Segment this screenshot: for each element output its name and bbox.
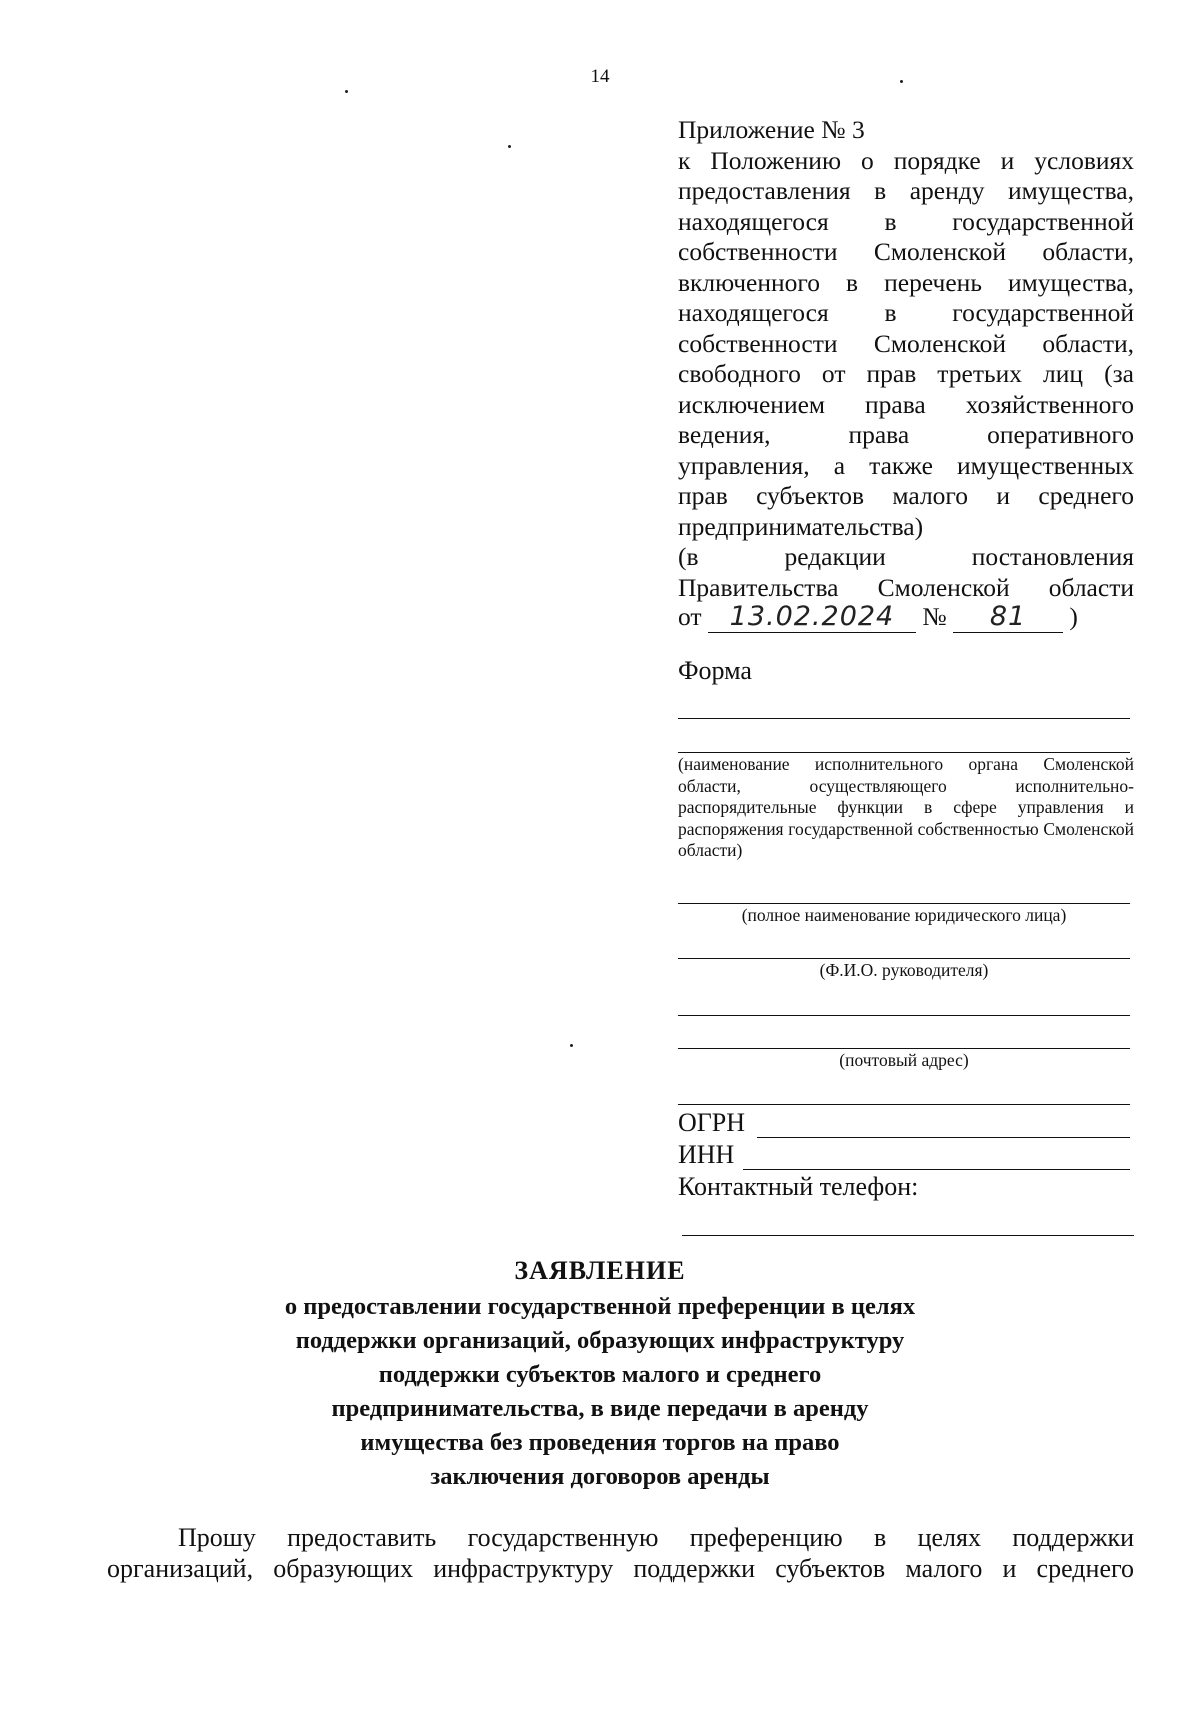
director-caption: (Ф.И.О. руководителя) bbox=[819, 960, 989, 980]
decree-number-handwritten: 81 bbox=[953, 602, 1063, 633]
subtitle-line: предпринимательства, в виде передачи в аренду bbox=[331, 1395, 869, 1422]
phone-line bbox=[682, 1235, 1134, 1236]
subtitle-line: поддержки субъектов малого и среднего bbox=[378, 1361, 822, 1388]
scan-speck bbox=[570, 1044, 573, 1047]
postal-address-caption: (почтовый адрес) bbox=[839, 1050, 969, 1070]
form-label: Форма bbox=[678, 656, 752, 685]
number-prefix: № bbox=[922, 602, 947, 631]
date-prefix: от bbox=[678, 602, 702, 631]
appendix-line: находящегося в государственной bbox=[678, 298, 1134, 327]
edition-line: (в редакции постановления bbox=[678, 542, 1134, 571]
organ-name-line-1 bbox=[678, 718, 1130, 719]
document-title: ЗАЯВЛЕНИЕ bbox=[514, 1256, 686, 1285]
appendix-line: включенного в перечень имущества, bbox=[678, 267, 1134, 297]
appendix-line: управления, а также имущественных bbox=[678, 450, 1134, 480]
ogrn-label: ОГРН bbox=[678, 1108, 746, 1137]
scan-speck bbox=[900, 80, 903, 83]
subtitle-line: поддержки организаций, образующих инфраструктуру bbox=[295, 1327, 905, 1354]
appendix-line: ведения, права оперативного bbox=[678, 420, 1134, 449]
decree-date-number-row bbox=[678, 602, 1134, 634]
appendix-line: свободного от прав третьих лиц (за bbox=[678, 359, 1134, 388]
page-number: 14 bbox=[590, 66, 610, 87]
appendix-line: исключением права хозяйственного bbox=[678, 389, 1134, 419]
appendix-line: собственности Смоленской области, bbox=[678, 328, 1134, 358]
postal-address-line-2 bbox=[678, 1048, 1130, 1049]
scan-speck bbox=[345, 90, 348, 93]
organ-caption bbox=[678, 754, 1134, 862]
subtitle-line: заключения договоров аренды bbox=[430, 1463, 770, 1490]
inn-field bbox=[678, 1140, 734, 1170]
appendix-line: к Положению о порядке и условиях bbox=[678, 145, 1134, 175]
legal-entity-caption: (полное наименование юридического лица) bbox=[741, 905, 1067, 925]
subtitle-line: имущества без проведения торгов на право bbox=[360, 1429, 840, 1456]
appendix-line: собственности Смоленской области, bbox=[678, 237, 1134, 266]
subtitle-line: о предоставлении государственной преференции в целях bbox=[284, 1293, 916, 1320]
appendix-line: прав субъектов малого и среднего bbox=[678, 481, 1134, 510]
phone-field bbox=[678, 1172, 918, 1202]
appendix-title: Приложение № 3 bbox=[678, 115, 865, 144]
organ-name-line-2 bbox=[678, 752, 1130, 753]
inn-line bbox=[743, 1169, 1130, 1170]
decree-date-handwritten: 13.02.2024 bbox=[708, 602, 916, 633]
body-line: Прошу предоставить государственную преференцию в целях поддержки bbox=[178, 1523, 1134, 1552]
closing-paren: ) bbox=[1069, 602, 1078, 631]
scan-speck bbox=[508, 145, 511, 148]
appendix-line: предпринимательства) bbox=[678, 511, 924, 541]
body-paragraph bbox=[107, 1522, 1134, 1584]
inn-label: ИНН bbox=[678, 1140, 735, 1169]
legal-entity-line bbox=[678, 903, 1130, 904]
postal-address-line-1 bbox=[678, 1015, 1130, 1016]
body-line: организаций, образующих инфраструктуру поддержки субъектов малого и среднего bbox=[107, 1554, 1134, 1583]
ogrn-line bbox=[757, 1137, 1130, 1138]
phone-label: Контактный телефон: bbox=[678, 1172, 919, 1201]
document-subtitle bbox=[0, 1290, 1200, 1494]
postal-address-line-3 bbox=[678, 1104, 1130, 1105]
appendix-block bbox=[678, 115, 1134, 603]
appendix-line: предоставления в аренду имущества, bbox=[678, 176, 1134, 205]
edition-line: Правительства Смоленской области bbox=[678, 572, 1134, 602]
appendix-line: находящегося в государственной bbox=[678, 206, 1134, 236]
director-line bbox=[678, 958, 1130, 959]
organ-caption-text: (наименование исполнительного органа Смоленской области, осуществляющего исполнительно-распорядительные функции в сфере управления и распоряжения государственной собственностью Смоленской области) bbox=[678, 754, 1134, 860]
ogrn-field bbox=[678, 1108, 745, 1138]
